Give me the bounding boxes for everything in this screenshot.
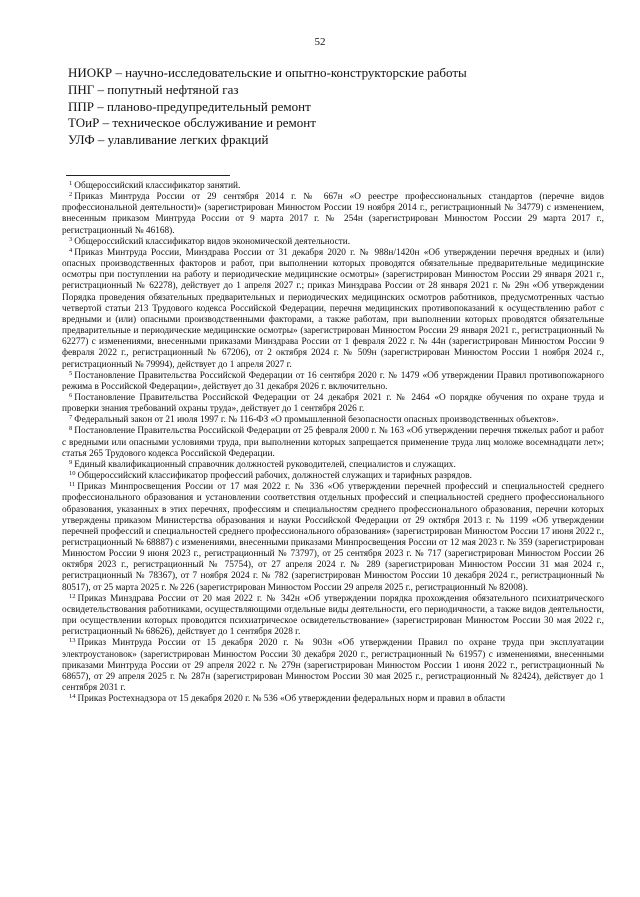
footnote-number: 8 [69, 425, 73, 433]
footnote-number: 4 [69, 246, 73, 254]
footnote-number: 6 [69, 391, 73, 399]
footnote [62, 426, 604, 459]
footnote [62, 237, 604, 248]
footnote-text: Приказ Минпросвещения России от 17 мая 2022 г. № 336 «Об утверждении перечней профессий и специальностей среднего профессионального образования и установлении соответствия отдельных профессий и специальностей среднего профессионального образования, указанных в этих перечнях, профессиям и специальностям среднего профессионального образования, перечни которых утверждены приказом Министерства образования и науки Российской Федерации от 29 октября 2013 г. № 1199 «Об утверждении перечней профессий и специальностей среднего профессионального образования» (зарегистрирован Минюстом России 17 июня 2022 г., регистрационный № 68887) с изменениями, внесенными приказами Минпросвещения России от 12 мая 2023 г. № 359 (зарегистрирован Минюстом России 9 июня 2023 г., регистрационный № 73797), от 25 сентября 2023 г. № 717 (зарегистрирован Минюстом России 26 октября 2023 г., регистрационный № 75754), от 27 апреля 2024 г. № 289 (зарегистрирован Минюстом России 31 мая 2024 г., регистрационный № 78367), от 7 ноября 2024 г. № 782 (зарегистрирован Минюстом России 10 декабря 2024 г., регистрационный № 80517), от 25 марта 2025 г. № 226 (зарегистрирован Минюстом России 29 апреля 2025 г., регистрационный № 82008). [62, 482, 604, 593]
footnote-number: 13 [69, 637, 76, 645]
footnote-number: 10 [69, 470, 76, 478]
footnote-separator [66, 175, 230, 176]
footnote-number: 2 [69, 191, 73, 199]
abbreviation-item: ПНГ – попутный нефтяной газ [68, 81, 239, 97]
footnote-text: Единый квалификационный справочник должностей руководителей, специалистов и служащих. [74, 459, 456, 470]
abbreviation-item: ТОиР – техническое обслуживание и ремонт [68, 115, 316, 131]
footnote-text: Постановление Правительства Российской Федерации от 24 декабря 2021 г. № 2464 «О порядке обучения по охране труда и проверки знания требований охраны труда», действует до 1 сентября 2026 г. [62, 392, 604, 415]
footnote [62, 638, 604, 694]
footnote-text: Федеральный закон от 21 июля 1997 г. № 116-ФЗ «О промышленной безопасности опасных производственных объектов». [74, 415, 559, 426]
abbreviations-list [68, 65, 588, 149]
footnote-text: Общероссийский классификатор видов экономической деятельности. [74, 236, 351, 247]
footnote [62, 594, 604, 639]
footnote-text: Приказ Минздрава России от 20 мая 2022 г. № 342н «Об утверждении порядка прохождения обязательного психиатрического освидетельствования работниками, осуществляющими отдельные виды деятельности, его периодичности, а также видов деятельности, при осуществлении которых проводится психиатрическое освидетельствование» (зарегистрирован Минюстом России 30 мая 2022 г., регистрационный № 68626), действует до 1 сентября 2028 г. [62, 593, 604, 638]
footnote-number: 11 [69, 481, 76, 489]
footnote-text: Приказ Ростехнадзора от 15 декабря 2020 г. № 536 «Об утверждении федеральных норм и правил в области [77, 694, 506, 705]
footnote-text: Приказ Минтруда России, Минздрава России от 31 декабря 2020 г. № 988н/1420н «Об утверждении перечня вредных и (или) опасных производственных факторов и работ, при выполнении которых проводятся обязательные предварительные медицинские осмотры при поступлении на работу и периодические медицинские осмотры» (зарегистрирован Минюстом России 29 января 2021 г., регистрационный № 62278), действует до 1 апреля 2027 г.; приказ Минздрава России от 28 января 2021 г. № 29н «Об утверждении Порядка проведения обязательных предварительных и периодических медицинских осмотров работников, предусмотренных частью четвертой статьи 213 Трудового кодекса Российской Федерации, перечня медицинских противопоказаний к осуществлению работ с вредными и (или) опасными производственными факторами, а также работам, при выполнении которых проводятся обязательные предварительные и периодические медицинские осмотры» (зарегистрирован Минюстом России 29 января 2021 г., регистрационный № 62277) с изменениями, внесенными приказами Минздрава России от 1 февраля 2022 г. № 44н (зарегистрирован Минюстом России 9 февраля 2022 г., регистрационный № 67206), от 2 октября 2024 г. № 509н (зарегистрирован Минюстом России 1 ноября 2024 г., регистрационный № 79994), действует до 1 апреля 2027 г. [62, 247, 604, 370]
footnote-number: 5 [69, 369, 73, 377]
footnote [62, 181, 604, 192]
footnote-number: 3 [69, 235, 73, 243]
footnote [62, 248, 604, 371]
abbreviation-item: УЛФ – улавливание легких фракций [68, 132, 269, 148]
footnote-number: 9 [69, 458, 73, 466]
footnote [62, 482, 604, 594]
footnote-number: 12 [69, 592, 76, 600]
footnote [62, 415, 604, 426]
abbreviation-item: ППР – планово-предупредительный ремонт [68, 98, 311, 114]
footnote-text: Приказ Минтруда России от 29 сентября 2014 г. № 667н «О реестре профессиональных стандартов (перечне видов профессиональной деятельности)» (зарегистрирован Минюстом России 19 ноября 2014 г., регистрационный № 34779) с изменением, внесенным приказом Минтруда России от 9 марта 2017 г. № 254н (зарегистрирован Минюстом России 29 марта 2017 г., регистрационный № 46168). [62, 192, 604, 236]
page-number: 52 [314, 36, 326, 48]
footnote [62, 460, 604, 471]
footnote-text: Постановление Правительства Российской Федерации от 25 февраля 2000 г. № 163 «Об утверждении перечня тяжелых работ и работ с вредными или опасными условиями труда, при выполнении которых запрещается применение труда лиц моложе восемнадцати лет»; статья 265 Трудового кодекса Российской Федерации. [62, 426, 604, 459]
footnote [62, 694, 604, 705]
footnotes-list [62, 181, 604, 705]
footnote-number: 7 [69, 414, 73, 422]
footnote-number: 1 [69, 180, 73, 187]
footnote [62, 192, 604, 237]
abbreviation-item: НИОКР – научно-исследовательские и опытно-конструкторские работы [68, 65, 467, 80]
footnote [62, 471, 604, 482]
footnote-text: Общероссийский классификатор занятий. [74, 181, 241, 191]
footnote-number: 14 [69, 693, 76, 701]
footnote-text: Общероссийский классификатор профессий рабочих, должностей служащих и тарифных разрядов. [77, 471, 472, 482]
footnote [62, 371, 604, 393]
footnote-text: Приказ Минтруда России от 15 декабря 2020 г. № 903н «Об утверждении Правил по охране труда при эксплуатации электроустановок» (зарегистрирован Минюстом России 30 декабря 2020 г., регистрационный № 61957) с изменениями, внесенными приказами Минтруда России от 29 апреля 2022 г. № 279н (зарегистрирован Минюстом России 1 июня 2022 г., регистрационный № 68657), от 29 апреля 2025 г. № 287н (зарегистрирован Минюстом России 30 мая 2025 г., регистрационный № 82424), действует до 1 сентября 2031 г. [62, 638, 604, 694]
footnote-text: Постановление Правительства Российской Федерации от 16 сентября 2020 г. № 1479 «Об утверждении Правил противопожарного режима в Российской Федерации», действует до 31 декабря 2026 г. включительно. [62, 370, 604, 392]
footnote [62, 393, 604, 415]
